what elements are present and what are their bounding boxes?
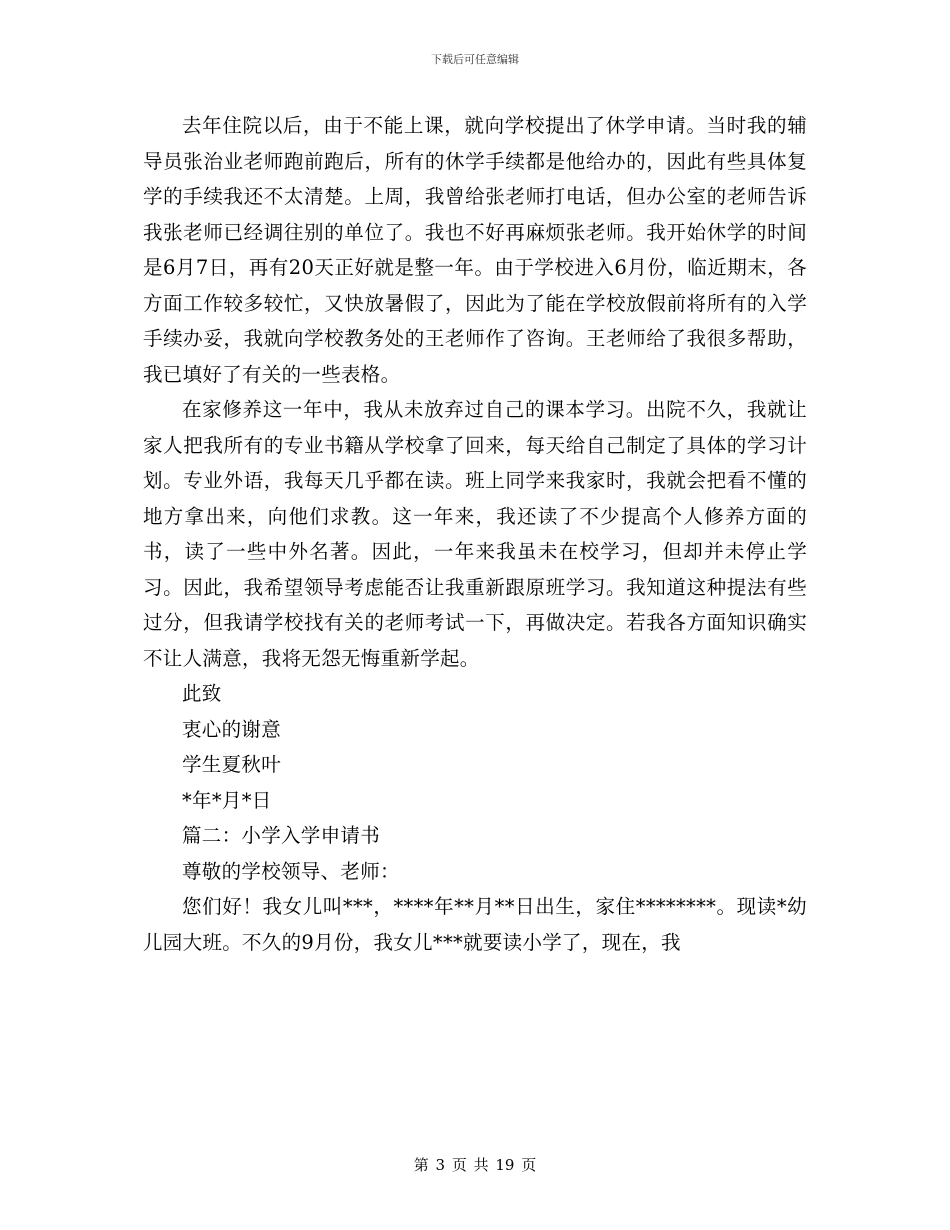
thanks-line: 衷心的谢意 xyxy=(182,717,282,741)
page-number-footer: 第 3 页 共 19 页 xyxy=(413,1156,537,1174)
document-body xyxy=(143,108,807,960)
paragraph-3: 您们好！我女儿叫***，****年**月**日出生，家住********。现读*幼儿园大班。不久的9月份，我女儿***就要读小学了，现在，我 xyxy=(143,895,807,954)
paragraph-2: 在家修养这一年中，我从未放弃过自己的课本学习。出院不久，我就让家人把我所有的专业书籍从学校拿了回来，每天给自己制定了具体的学习计划。专业外语，我每天几乎都在读。班上同学来我家时，我就会把看不懂的地方拿出来，向他们求教。这一年来，我还读了不少提高个人修养方面的书，读了一些中外名著。因此，一年来我虽未在校学习，但却并未停止学习。因此，我希望领导考虑能否让我重新跟原班学习。我知道这种提法有些过分，但我请学校找有关的老师考试一下，再做决定。若我各方面知识确实不让人满意，我将无怨无悔重新学起。 xyxy=(143,398,807,670)
section-title: 篇二：小学入学申请书 xyxy=(182,824,381,847)
signature-line: 学生夏秋叶 xyxy=(182,753,282,776)
closing-line: 此致 xyxy=(182,682,222,705)
salutation-line: 尊敬的学校领导、老师： xyxy=(182,859,400,883)
paragraph-1: 去年住院以后，由于不能上课，就向学校提出了休学申请。当时我的辅导员张治业老师跑前跑后，所有的休学手续都是他给办的，因此有些具体复学的手续我还不太清楚。上周，我曾给张老师打电话，但办公室的老师告诉我张老师已经调往别的单位了。我也不好再麻烦张老师。我开始休学的时间是6月7日，再有20天正好就是整一年。由于学校进入6月份，临近期末，各方面工作较多较忙，又快放暑假了，因此为了能在学校放假前将所有的入学手续办妥，我就向学校教务处的王老师作了咨询。王老师给了我很多帮助，我已填好了有关的一些表格。 xyxy=(143,114,807,386)
date-line: *年*月*日 xyxy=(182,788,272,812)
page-header-note: 下载后可任意编辑 xyxy=(431,53,519,66)
